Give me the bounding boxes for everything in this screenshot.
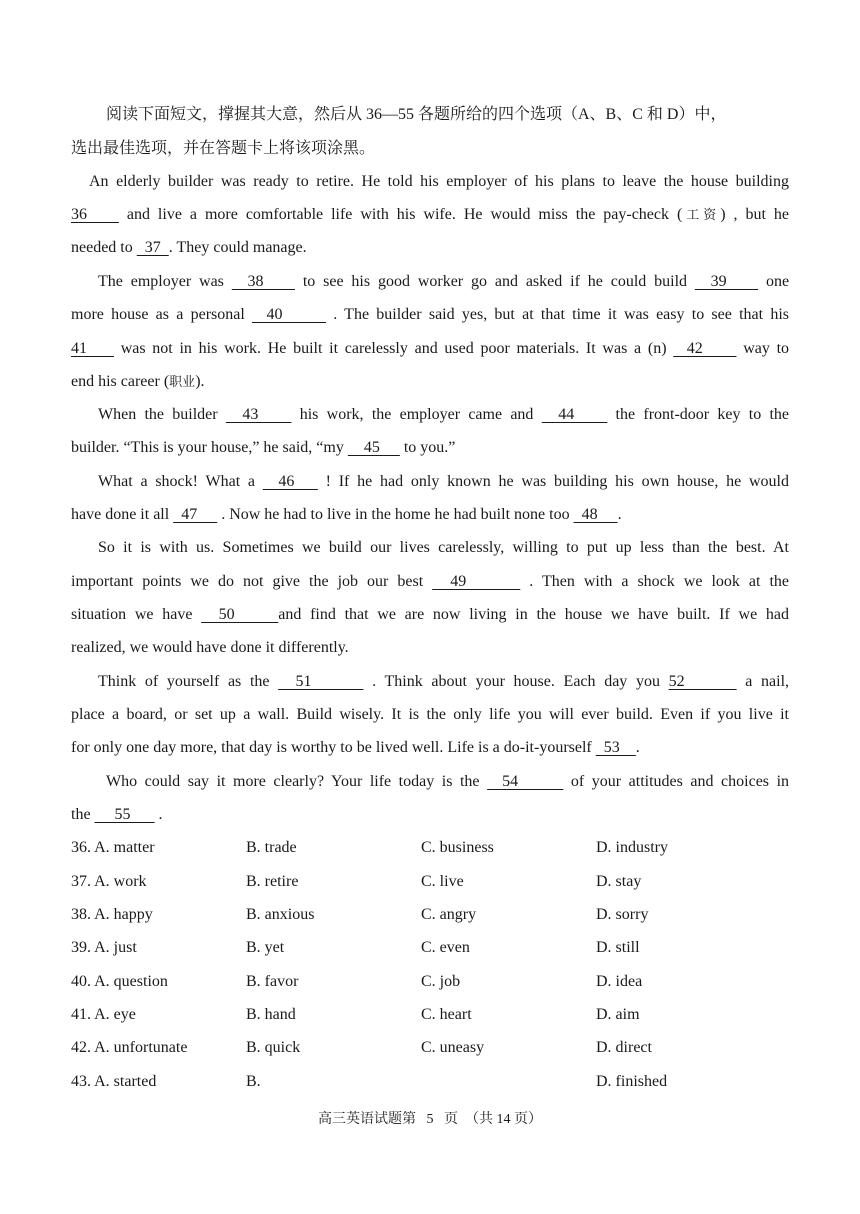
option-d: D. sorry: [596, 906, 649, 923]
blank-37: 37: [136, 239, 169, 256]
p3-line-2: builder. “This is your house,” he said, “my 45 to you.”: [71, 439, 456, 456]
option-b: B. anxious: [246, 906, 315, 923]
option-d: D. still: [596, 939, 640, 956]
p6-line-2: place a board, or set up a wall. Build wisely. It is the only life you will ever build. Even if you live it: [71, 706, 789, 723]
p2-line-2: more house as a personal 40 . The builder said yes, but at that time it was easy to see that his: [71, 306, 790, 323]
p5-line-3: situation we have 50 and find that we are now living in the house we have built. If we had: [71, 606, 790, 623]
blank-36: 36: [71, 206, 119, 223]
option-b: B. retire: [246, 873, 299, 890]
p3-line-1: When the builder 43 his work, the employer came and 44 the front-door key to the: [98, 406, 790, 423]
p1-line-3: needed to 37 . They could manage.: [71, 239, 307, 256]
p6-line-3: for only one day more, that day is worthy to be lived well. Life is a do-it-yourself 53 .: [71, 739, 640, 756]
p2-line-3: 41 was not in his work. He built it carelessly and used poor materials. It was a (n) 42 way to: [71, 340, 790, 357]
blank-55: 55: [94, 806, 155, 823]
option-a: 42. A. unfortunate: [71, 1039, 188, 1056]
option-c: C. even: [421, 939, 470, 956]
p7-line-2: the 55 .: [71, 806, 163, 823]
option-a: 40. A. question: [71, 973, 168, 990]
option-b: B.: [246, 1073, 261, 1090]
option-c: C. uneasy: [421, 1039, 485, 1056]
option-d: D. industry: [596, 839, 668, 856]
blank-40: 40: [252, 306, 326, 323]
blank-44: 44: [541, 406, 608, 423]
blank-47: 47: [173, 506, 218, 523]
instructions-line-2: 选出最佳选项，并在答题卡上将该项涂黑。: [71, 140, 376, 157]
option-a: 38. A. happy: [71, 906, 153, 923]
blank-50: 50: [201, 606, 279, 623]
p7-line-1: Who could say it more clearly? Your life today is the 54 of your attitudes and choices in: [106, 773, 790, 790]
option-c: C. live: [421, 873, 464, 890]
blank-52: 52: [668, 673, 737, 690]
option-c: C. business: [421, 839, 494, 856]
instructions-line-1: 阅读下面短文，撑握其大意，然后从 36—55 各题所给的四个选项（A、B、C 和 D）中，: [106, 106, 727, 123]
blank-45: 45: [347, 439, 400, 456]
blank-53: 53: [595, 739, 636, 756]
p5-line-2: important points we do not give the job our best 49 . Then with a shock we look at the: [71, 573, 790, 590]
p2-line-4: end his career (职业).: [71, 373, 205, 390]
option-a: 43. A. started: [71, 1073, 157, 1090]
blank-54: 54: [487, 773, 564, 790]
option-b: B. quick: [246, 1039, 301, 1056]
blank-49: 49: [432, 573, 521, 590]
option-d: D. direct: [596, 1039, 652, 1056]
option-d: D. idea: [596, 973, 643, 990]
blank-43: 43: [225, 406, 292, 423]
blank-42: 42: [673, 340, 737, 357]
option-b: B. favor: [246, 973, 299, 990]
blank-46: 46: [262, 473, 318, 490]
p5-line-1: So it is with us. Sometimes we build our lives carelessly, willing to put up less than the best. At: [98, 539, 789, 556]
option-c: C. heart: [421, 1006, 472, 1023]
blank-41: 41: [71, 340, 114, 357]
blank-38: 38: [231, 273, 295, 290]
option-d: D. stay: [596, 873, 642, 890]
p2-line-1: The employer was 38 to see his good worker go and asked if he could build 39 one: [98, 273, 790, 290]
blank-48: 48: [573, 506, 618, 523]
p1-line-1: An elderly builder was ready to retire. He told his employer of his plans to leave the house building: [89, 173, 789, 190]
option-c: C. job: [421, 973, 461, 990]
option-b: B. hand: [246, 1006, 296, 1023]
option-b: B. trade: [246, 839, 297, 856]
option-a: 41. A. eye: [71, 1006, 136, 1023]
p5-line-4: realized, we would have done it differently.: [71, 639, 349, 656]
option-a: 36. A. matter: [71, 839, 155, 856]
p6-line-1: Think of yourself as the 51 . Think about your house. Each day you 52 a nail,: [98, 673, 790, 690]
p1-line-2: 36 and live a more comfortable life with his wife. He would miss the pay-check (工资) , but he: [71, 206, 790, 223]
blank-39: 39: [694, 273, 759, 290]
option-d: D. finished: [596, 1073, 668, 1090]
option-b: B. yet: [246, 939, 285, 956]
p4-line-2: have done it all 47 . Now he had to live in the home he had built none too 48 .: [71, 506, 622, 523]
p4-line-1: What a shock! What a 46 ! If he had only known he was building his own house, he would: [98, 473, 790, 490]
option-a: 37. A. work: [71, 873, 147, 890]
option-a: 39. A. just: [71, 939, 137, 956]
option-d: D. aim: [596, 1006, 640, 1023]
blank-51: 51: [278, 673, 364, 690]
option-c: C. angry: [421, 906, 477, 923]
page-footer: 高三英语试题第 5 页 （共 14 页）: [318, 1112, 542, 1127]
